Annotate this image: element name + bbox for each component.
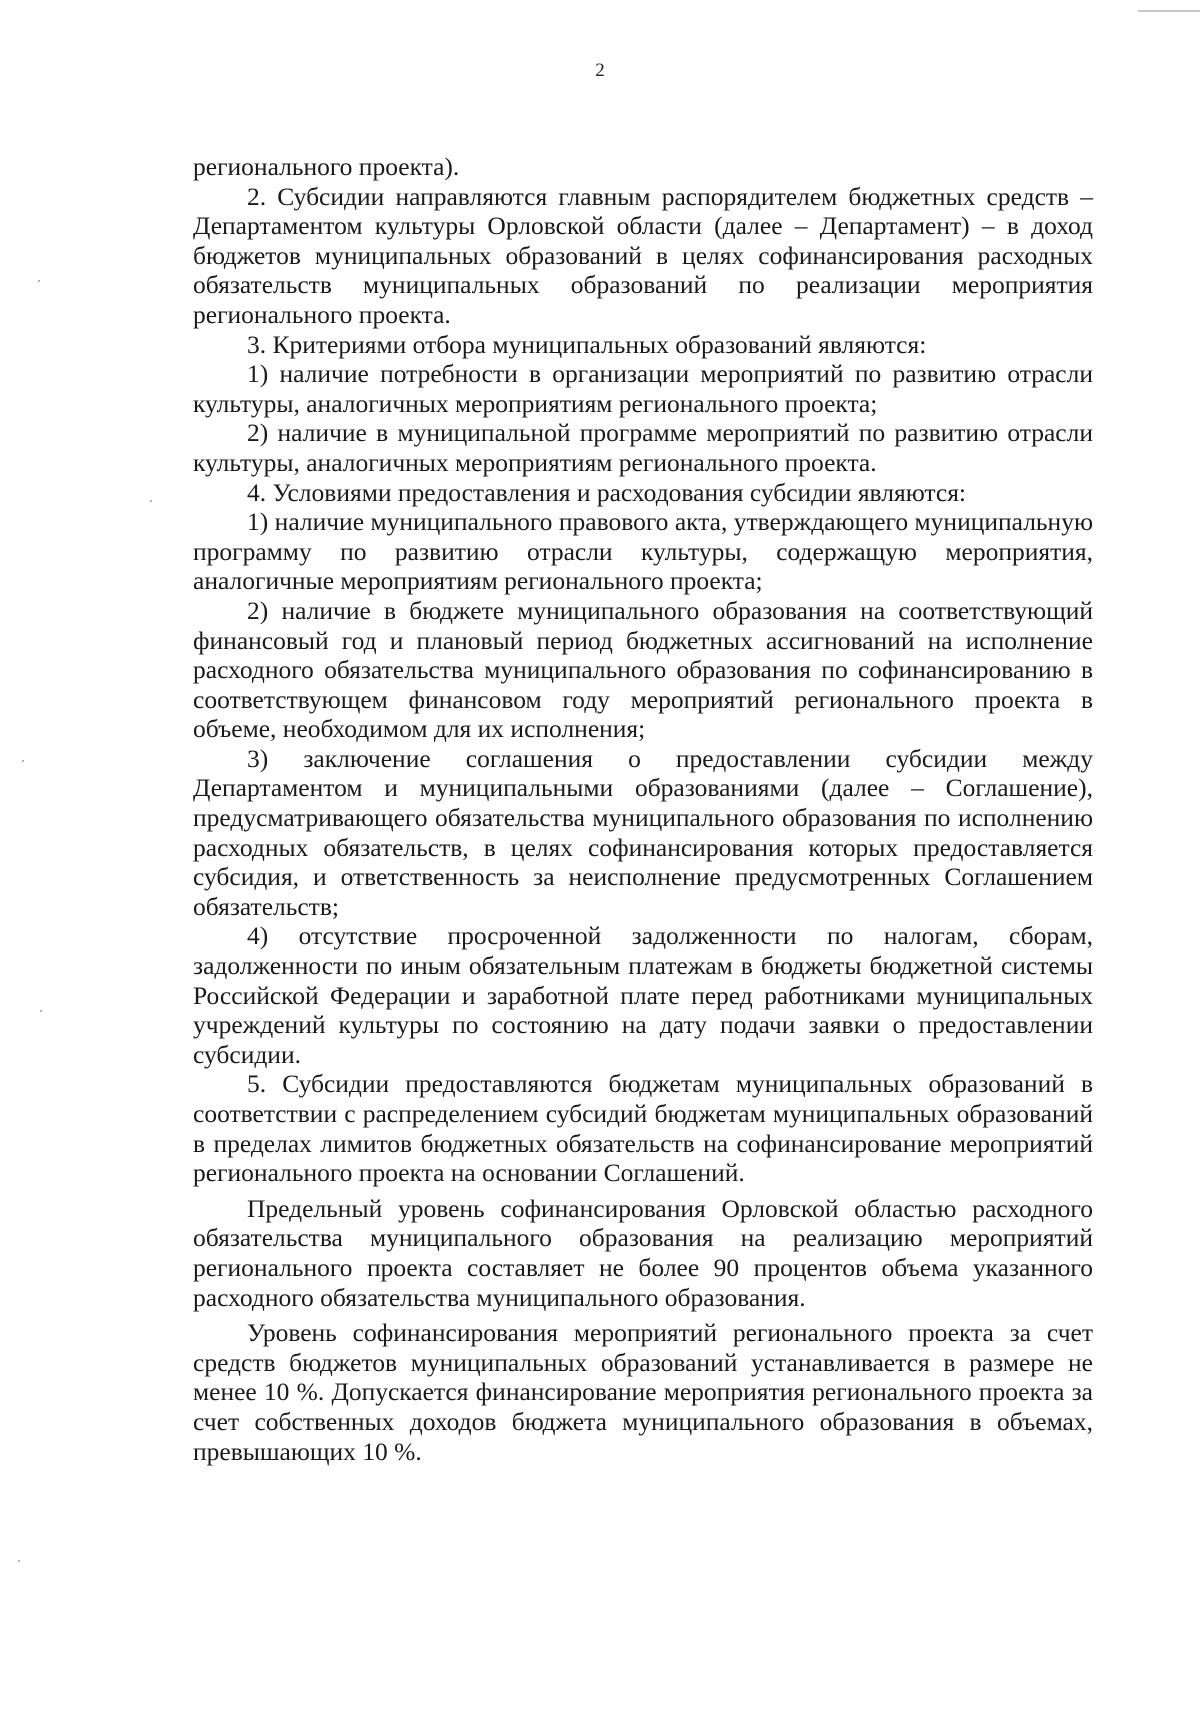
scan-speck bbox=[150, 500, 152, 502]
paragraph-cofinancing-limit: Предельный уровень софинансирования Орловской областью расходного обязательства муниципального образования на реализацию мероприятий регионального проекта составляет не более 90 процентов объема указанного расходного обязательства муниципального образования. bbox=[193, 1193, 1093, 1312]
scan-speck bbox=[40, 1010, 42, 1012]
document-body bbox=[193, 152, 1093, 1466]
paragraph-item-2: 2. Субсидии направляются главным распорядителем бюджетных средств – Департаментом культуры Орловской области (далее – Департамент) – в доход бюджетов муниципальных образований в целях софинансирования расходных обязательств муниципальных образований по реализации мероприятия регионального проекта. bbox=[193, 181, 1093, 329]
scan-speck bbox=[38, 280, 40, 282]
subitem-4-1: 1) наличие муниципального правового акта, утверждающего муниципальную программу по развитию отрасли культуры, содержащую мероприятия, аналогичные мероприятиям регионального проекта; bbox=[193, 507, 1093, 596]
paragraph-cofinancing-level: Уровень софинансирования мероприятий регионального проекта за счет средств бюджетов муниципальных образований устанавливается в размере не менее 10 %. Допускается финансирование мероприятия регионального проекта за счет собственных доходов бюджета муниципального образования в объемах, превышающих 10 %. bbox=[193, 1318, 1093, 1466]
paragraph-item-4: 4. Условиями предоставления и расходования субсидии являются: bbox=[247, 477, 967, 507]
scan-artifact-line bbox=[1138, 10, 1200, 12]
subitem-3-1: 1) наличие потребности в организации мероприятий по развитию отрасли культуры, аналогичных мероприятиям регионального проекта; bbox=[193, 359, 1093, 418]
paragraph-item-3: 3. Критериями отбора муниципальных образований являются: bbox=[247, 329, 927, 359]
subitem-3-2: 2) наличие в муниципальной программе мероприятий по развитию отрасли культуры, аналогичных мероприятиям регионального проекта. bbox=[193, 418, 1093, 477]
subitem-4-2: 2) наличие в бюджете муниципального образования на соответствующий финансовый год и плановый период бюджетных ассигнований на исполнение расходного обязательства муниципального образования по софинансированию в соответствующем финансовом году мероприятий регионального проекта в объеме, необходимом для их исполнения; bbox=[193, 595, 1093, 744]
paragraph-item-5: 5. Субсидии предоставляются бюджетам муниципальных образований в соответствии с распределением субсидий бюджетам муниципальных образований в пределах лимитов бюджетных обязательств на софинансирование мероприятий регионального проекта на основании Соглашений. bbox=[193, 1069, 1093, 1188]
paragraph: регионального проекта). bbox=[193, 152, 460, 181]
page-number: 2 bbox=[595, 60, 605, 81]
scan-speck bbox=[22, 760, 24, 762]
subitem-4-4: 4) отсутствие просроченной задолженности по налогам, сборам, задолженности по иным обязательным платежам в бюджеты бюджетной системы Российской Федерации и заработной плате перед работниками муниципальных учреждений культуры по состоянию на дату подачи заявки о предоставлении субсидии. bbox=[193, 921, 1093, 1069]
scan-speck bbox=[18, 1560, 20, 1562]
subitem-4-3: 3) заключение соглашения о предоставлении субсидии между Департаментом и муниципальными образованиями (далее – Соглашение), предусматривающего обязательства муниципального образования по исполнению расходных обязательств, в целях софинансирования которых предоставляется субсидия, и ответственность за неисполнение предусмотренных Соглашением обязательств; bbox=[193, 743, 1093, 921]
